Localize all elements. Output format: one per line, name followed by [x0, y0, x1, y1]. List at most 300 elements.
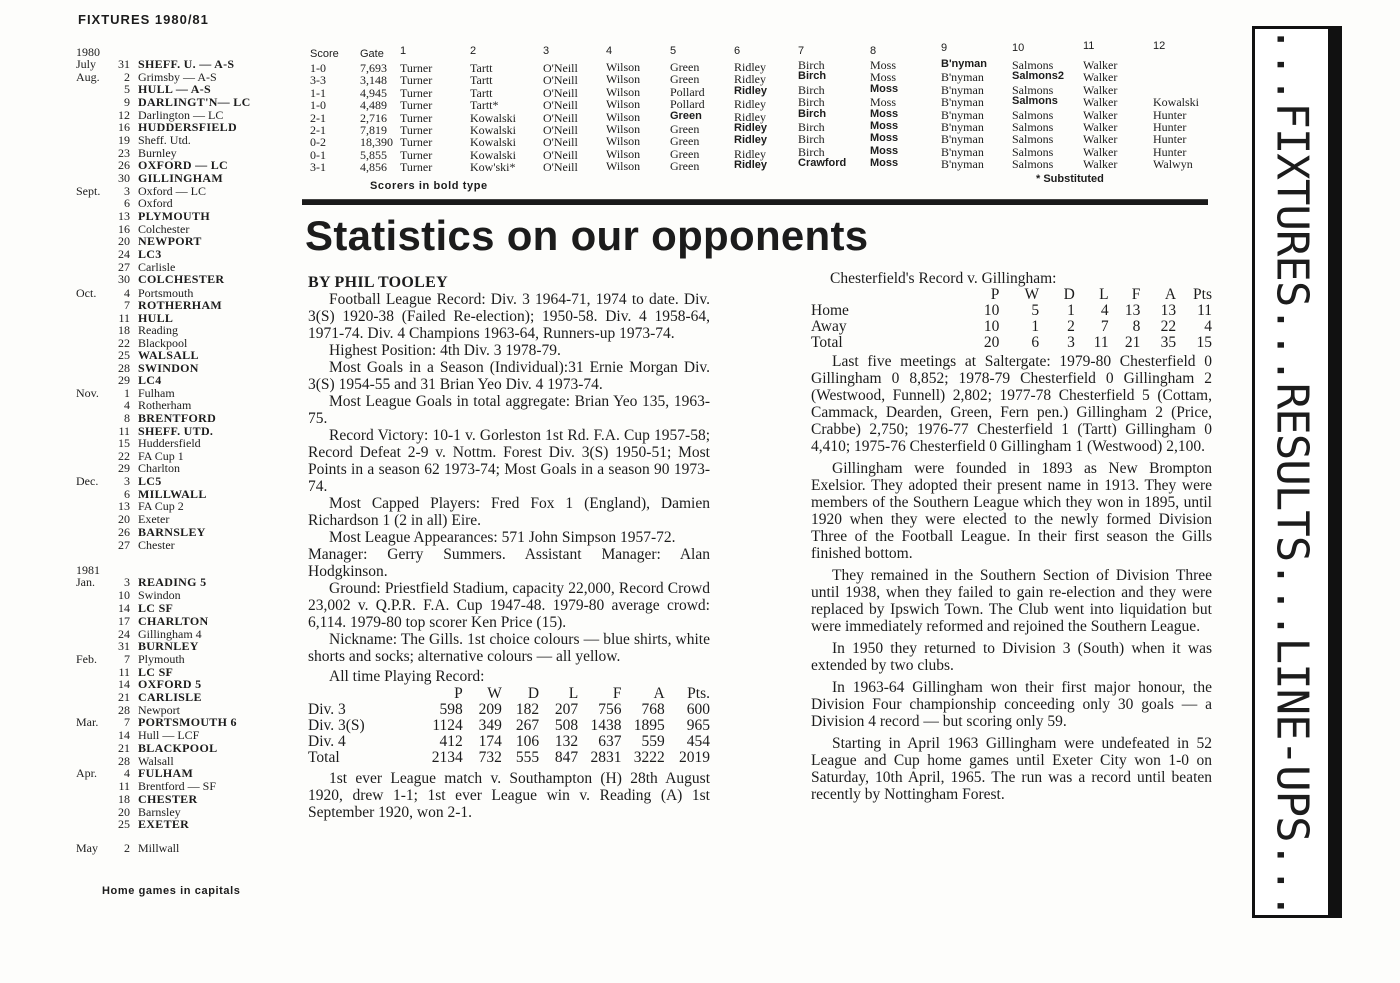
lineup-cell: Wilson	[606, 134, 641, 149]
fixture-day: 6	[124, 487, 130, 501]
article-paragraph: Football League Record: Div. 3 1964-71, 1974 to date. Div. 3(S) 1920-38 (Failed Re-election); 1950-58. Div. 4 1958-64, 1971-74. Div. 4 Champions 1963-64, Runners-up 1973-74.	[308, 291, 710, 342]
lineup-cell: Kowalski	[470, 135, 516, 150]
fixture-month-label: Mar.	[76, 715, 99, 729]
lineup-cell: B'nyman	[941, 132, 984, 147]
article-paragraph: Starting in April 1963 Gillingham were undefeated in 52 League and Cup home games until Exeter City won 1-0 on Saturday, 10th April, 1965. The run was a record until beaten recently by Nottingham Forest.	[811, 735, 1212, 803]
fixture-row	[76, 461, 296, 474]
lineup-cell: 3-1	[310, 160, 326, 175]
article-title: Statistics on our opponents	[305, 212, 869, 259]
substituted-note: * Substituted	[1036, 173, 1104, 185]
article-paragraph: Most League Appearances: 571 John Simpson 1957-72.	[329, 529, 676, 546]
fixture-opponent: Huddersfield	[138, 436, 201, 450]
fixture-opponent: Carlisle	[138, 260, 176, 274]
fixture-month-label: May	[76, 841, 98, 855]
lineup-cell: 0-1	[310, 147, 326, 162]
lineup-cell: O'Neill	[543, 85, 578, 100]
fixture-month-label: Oct.	[76, 286, 97, 300]
lineup-cell: 1-0	[310, 61, 326, 75]
fixture-opponent: Exeter	[138, 512, 170, 526]
lineup-cell: O'Neill	[543, 73, 578, 88]
fixture-opponent: Chester	[138, 538, 175, 552]
lineup-cell: Turner	[400, 98, 433, 113]
fixture-opponent: COLCHESTER	[138, 272, 225, 286]
lineup-cell: Walker	[1083, 120, 1118, 134]
fixture-day: 20	[118, 234, 130, 248]
lineup-header: 6	[734, 45, 741, 57]
article-paragraph: Most Capped Players: Fred Fox 1 (England), Damien Richardson 1 (2 in all) Eire.	[308, 495, 710, 529]
lineup-cell: B'nyman	[941, 82, 984, 97]
fixture-opponent: GILLINGHAM	[138, 171, 224, 185]
lineup-cell: Turner	[400, 110, 433, 125]
table-row	[308, 718, 710, 734]
lineup-cell: Ridley	[734, 146, 766, 161]
lineup-cell: Moss	[870, 95, 897, 110]
fixture-opponent: HULL — A-S	[138, 82, 212, 96]
lineup-header: 1	[400, 45, 407, 57]
fixture-opponent: Charlton	[138, 461, 180, 475]
fixture-day: 30	[118, 171, 130, 185]
fixture-day: 16	[118, 222, 130, 236]
lineup-header: 12	[1153, 40, 1166, 52]
fixture-day: 13	[118, 209, 130, 223]
fixture-row	[76, 575, 296, 588]
table-cell: 598	[439, 701, 463, 718]
fixture-row	[76, 373, 296, 386]
table-cell: 209	[478, 701, 502, 718]
fixture-row	[76, 499, 296, 512]
lineup-cell: Turner	[400, 160, 433, 175]
table-cell: 20	[983, 334, 1000, 351]
lineup-cell: Ridley	[734, 84, 768, 97]
table-cell: 965	[686, 717, 710, 734]
lineup-cell: 18,390	[360, 135, 393, 150]
article-paragraph: Nickname: The Gills. 1st choice colours — blue shirts, white shorts and socks; alternative colours — all yellow.	[308, 631, 710, 665]
fixture-opponent: SHEFF. U. — A-S	[138, 57, 235, 71]
table-cell: 11	[1197, 302, 1212, 319]
lineup-cell: Green	[670, 60, 700, 74]
table-header: W	[487, 685, 502, 702]
fixture-row	[76, 588, 296, 601]
fixture-day: 8	[124, 411, 130, 425]
fixture-day: 1	[124, 386, 130, 400]
table-cell: 637	[598, 733, 622, 750]
fixture-day: 21	[118, 741, 130, 755]
lineup-cell: 4,856	[360, 160, 387, 175]
fixture-opponent: Newport	[138, 703, 180, 717]
article-paragraph: Ground: Priestfield Stadium, capacity 22,000, Record Crowd 23,002 v. Q.P.R. F.A. Cup 1947-48. 1979-80 average crowd: 6,114. 1979-80 top scorer Ken Price (15).	[308, 580, 710, 631]
lineup-cell: Pollard	[670, 97, 705, 112]
lineup-cell: Ridley	[734, 97, 766, 112]
lineup-cell: 7,819	[360, 123, 387, 137]
fixture-row	[76, 728, 296, 741]
table-cell: 1	[1031, 318, 1040, 335]
fixture-row	[76, 715, 296, 728]
lineup-header: 9	[941, 42, 948, 54]
lineup-cell: Turner	[400, 147, 433, 162]
fixture-opponent: LC4	[138, 373, 162, 387]
fixture-day: 28	[118, 754, 130, 768]
lineup-cell: Kowalski	[470, 147, 516, 162]
lineup-cell: 2-1	[310, 123, 326, 137]
fixture-opponent: DARLINGT'N— LC	[138, 95, 251, 109]
fixture-row	[76, 436, 296, 449]
club-info-paragraphs	[308, 546, 710, 665]
fixture-day: 7	[124, 715, 130, 729]
lineup-cell: Moss	[870, 107, 899, 120]
table-header: L	[568, 685, 579, 702]
lineup-cell: Hunter	[1153, 120, 1187, 134]
table-cell: 207	[554, 701, 579, 718]
lineup-cell: O'Neill	[543, 61, 578, 75]
lineup-header: 4	[606, 45, 613, 57]
fixture-day: 6	[124, 196, 130, 210]
table-row	[308, 702, 710, 718]
fixture-opponent: Grimsby — A-S	[138, 70, 217, 84]
table-header: P	[990, 286, 1000, 303]
fixture-row	[76, 779, 296, 792]
table-cell: 756	[598, 701, 622, 718]
lineup-cell: 5,855	[360, 147, 387, 162]
lineup-cell: Green	[670, 122, 700, 136]
lineup-cell: Green	[670, 146, 700, 161]
table-cell: Div. 4	[308, 733, 346, 750]
lineup-cell: Walker	[1083, 132, 1118, 147]
lineup-cell: Ridley	[734, 159, 768, 172]
lineup-cell: Moss	[870, 120, 899, 132]
table-cell: 4	[1100, 302, 1109, 319]
lineup-header: 5	[670, 45, 677, 57]
fixture-day: 13	[118, 499, 130, 513]
table-header: A	[1164, 286, 1177, 303]
fixture-opponent: HULL	[138, 311, 174, 325]
fixture-month-label: 1981	[76, 563, 100, 577]
fixture-row	[76, 82, 296, 95]
all-time-record-table	[308, 686, 710, 766]
lineup-cell: Salmons	[1012, 95, 1058, 108]
lineup-cell: Birch	[798, 95, 825, 110]
fixture-row	[76, 512, 296, 525]
lineup-cell: O'Neill	[543, 110, 578, 125]
table-header: Pts.	[687, 685, 710, 702]
fixture-opponent: CARLISLE	[138, 690, 202, 704]
fixture-row	[76, 57, 296, 70]
fixture-opponent: PLYMOUTH	[138, 209, 210, 223]
lineup-cell: Birch	[798, 70, 827, 83]
fixture-day: 31	[118, 639, 130, 653]
fixture-month-label: 1980	[76, 45, 100, 59]
left-paragraphs	[308, 291, 710, 546]
lineup-cell: 2,716	[360, 110, 387, 125]
table-cell: 11	[1093, 334, 1109, 351]
lineup-cell: Salmons	[1012, 107, 1054, 122]
lineup-cell: Kowalski	[470, 110, 516, 125]
lineup-cell: Crawford	[798, 157, 847, 170]
lineup-header: 10	[1012, 42, 1025, 54]
table-header: W	[1024, 286, 1040, 303]
fixture-day: 11	[118, 424, 130, 438]
fixture-opponent: OXFORD 5	[138, 677, 202, 691]
all-time-title: All time Playing Record:	[329, 668, 485, 685]
fixture-day: 24	[118, 627, 130, 641]
lineup-cell: Birch	[798, 82, 825, 97]
table-cell: 5	[1031, 302, 1040, 319]
lineup-cell: 1-0	[310, 98, 326, 113]
lineup-cell: Turner	[400, 85, 433, 100]
fixture-row	[76, 474, 296, 487]
fixture-opponent: Plymouth	[138, 652, 185, 666]
table-cell: 3222	[633, 749, 665, 766]
fixture-row	[76, 741, 296, 754]
article-left-column	[308, 274, 710, 821]
side-banner	[1252, 26, 1342, 918]
lineup-cell: O'Neill	[543, 123, 578, 137]
lineup-cell: Walker	[1083, 144, 1118, 159]
fixture-month-label: Nov.	[76, 386, 99, 400]
fixture-row	[76, 209, 296, 222]
fixture-opponent: ROTHERHAM	[138, 298, 223, 312]
scorers-note: Scorers in bold type	[370, 180, 488, 192]
byline: BY PHIL TOOLEY	[308, 274, 448, 291]
lineup-cell: Turner	[400, 123, 433, 137]
table-cell: 13	[1160, 302, 1177, 319]
fixture-day: 11	[118, 311, 130, 325]
fixture-day: 30	[118, 272, 130, 286]
lineup-cell: Tartt*	[470, 98, 499, 113]
fixture-row	[76, 298, 296, 311]
fixture-opponent: LC5	[138, 474, 162, 488]
table-cell: 2	[1067, 318, 1075, 335]
article-paragraph: In 1963-64 Gillingham won their first major honour, the Division Four championship conceeding only 30 goals — a Division 4 record — but scoring only 59.	[811, 679, 1212, 730]
table-header	[811, 287, 979, 303]
fixture-opponent: Rotherham	[138, 398, 192, 412]
article-paragraph: Manager: Gerry Summers. Assistant Manager: Alan Hodgkinson.	[308, 546, 710, 580]
lineup-cell: B'nyman	[941, 58, 988, 70]
fixture-row	[76, 398, 296, 411]
fixture-row	[76, 652, 296, 665]
fixture-opponent: SHEFF. UTD.	[138, 424, 214, 438]
lineup-cell: Birch	[798, 144, 825, 159]
lineup-cell: Ridley	[734, 122, 768, 134]
fixture-opponent: LC SF	[138, 665, 174, 679]
fixture-day: 7	[124, 652, 130, 666]
lineup-cell: Salmons	[1012, 120, 1054, 134]
table-header: L	[1099, 286, 1109, 303]
lineup-cell: Green	[670, 109, 702, 122]
fixture-opponent: Colchester	[138, 222, 190, 236]
lineup-header: 7	[798, 45, 805, 57]
lineup-cell: Kow'ski*	[470, 160, 516, 175]
fixture-month-label: Feb.	[76, 652, 97, 666]
fixture-row	[76, 538, 296, 551]
table-cell: 732	[478, 749, 502, 766]
lineup-cell: B'nyman	[941, 144, 984, 159]
fixture-day: 20	[118, 512, 130, 526]
lineup-cell: Birch	[798, 120, 825, 134]
lineup-cell: Ridley	[734, 60, 766, 74]
article-paragraph: Most Goals in a Season (Individual):31 Ernie Morgan Div. 3(S) 1954-55 and 31 Brian Yeo Div. 4 1973-74.	[308, 359, 710, 393]
lineup-cell: B'nyman	[941, 157, 984, 172]
table-cell: 1124	[432, 717, 463, 734]
lineup-cell: Pollard	[670, 84, 705, 99]
lineup-cell: Walker	[1083, 58, 1118, 72]
lineup-header: 3	[543, 45, 550, 57]
table-cell: 559	[641, 733, 665, 750]
fixture-opponent: Portsmouth	[138, 286, 194, 300]
fixture-opponent: OXFORD — LC	[138, 158, 228, 172]
fixture-month-label: Sept.	[76, 184, 101, 198]
lineup-cell: Salmons	[1012, 157, 1054, 172]
lineup-cell: 1-1	[310, 85, 326, 100]
table-header: D	[1063, 286, 1075, 303]
fixture-row	[76, 525, 296, 538]
lineup-cell: B'nyman	[941, 120, 984, 134]
lineup-cell: O'Neill	[543, 98, 578, 113]
fixture-day: 14	[118, 728, 130, 742]
fixture-opponent: CHESTER	[138, 792, 198, 806]
fixture-opponent: PORTSMOUTH 6	[138, 715, 237, 729]
lineup-cell: Ridley	[734, 134, 768, 147]
fixture-day: 29	[118, 461, 130, 475]
lineup-cell: B'nyman	[941, 70, 984, 85]
fixture-day: 24	[118, 247, 130, 261]
table-cell: 847	[554, 749, 579, 766]
lineup-cell: Kowalski	[470, 123, 516, 137]
lineup-cell: Walker	[1083, 95, 1118, 110]
fixture-day: 26	[118, 525, 130, 539]
fixture-day: 25	[118, 817, 130, 831]
side-banner-text: ...FIXTURES...RESULTS...LINE-UPS...	[1266, 25, 1317, 919]
table-cell: 508	[554, 717, 579, 734]
fixture-day: 4	[124, 286, 130, 300]
table-cell: Total	[308, 749, 340, 766]
lineup-cell: Salmons	[1012, 144, 1054, 159]
lineup-cell: 4,489	[360, 98, 387, 113]
fixture-day: 3	[124, 474, 130, 488]
lineup-cell: Walker	[1083, 107, 1118, 122]
lineup-cell: 3-3	[310, 73, 326, 88]
fixture-day: 28	[118, 361, 130, 375]
table-cell: 106	[515, 733, 540, 750]
lineup-cell: Salmons	[1012, 82, 1054, 97]
lineup-header: 11	[1083, 40, 1095, 52]
fixture-opponent: Oxford	[138, 196, 173, 210]
lineup-cell: B'nyman	[941, 107, 984, 122]
table-header: D	[527, 685, 540, 702]
lineup-cell: Turner	[400, 61, 433, 75]
lineup-cell: Tartt	[470, 73, 493, 88]
lineup-cell: Walwyn	[1153, 157, 1193, 172]
table-header: F	[1131, 286, 1141, 303]
fixture-opponent: Millwall	[138, 841, 180, 855]
lineup-header: Gate	[360, 48, 384, 60]
table-cell: Div. 3	[308, 701, 346, 718]
fixture-opponent: Gillingham 4	[138, 627, 202, 641]
fixture-row	[76, 411, 296, 424]
fixture-opponent: FULHAM	[138, 766, 194, 780]
fixture-row	[76, 323, 296, 336]
lineup-cell: Ridley	[734, 109, 766, 124]
lineup-cell: Salmons2	[1012, 70, 1064, 83]
table-cell: 555	[515, 749, 540, 766]
fixture-day: 20	[118, 805, 130, 819]
fixture-opponent: Reading	[138, 323, 178, 337]
fixture-row	[76, 690, 296, 703]
lineup-cell: Wilson	[606, 146, 641, 161]
lineup-cell: Walker	[1083, 82, 1118, 97]
table-header: Pts	[1193, 286, 1212, 303]
home-games-note: Home games in capitals	[102, 885, 241, 897]
fixture-opponent: LC3	[138, 247, 162, 261]
fixture-day: 27	[118, 538, 130, 552]
fixture-opponent: Oxford — LC	[138, 184, 206, 198]
lineup-cell: Walker	[1083, 70, 1118, 85]
fixture-opponent: EXETER	[138, 817, 190, 831]
table-cell: 13	[1124, 302, 1141, 319]
lineup-cell: Salmons	[1012, 58, 1054, 72]
fixture-day: 3	[124, 184, 130, 198]
fixture-row	[76, 841, 296, 854]
table-row	[308, 734, 710, 750]
fixture-day: 27	[118, 260, 130, 274]
fixture-day: 7	[124, 298, 130, 312]
table-cell: 132	[554, 733, 579, 750]
lineup-cell: Birch	[798, 107, 827, 120]
fixture-row	[76, 234, 296, 247]
fixture-day: 22	[118, 449, 130, 463]
article-paragraph: Gillingham were founded in 1893 as New Brompton Exelsior. They adopted their present name in 1913. They were members of the Southern League which they won in 1895, until 1920 when they were elected to the newly formed Division Three of the Football League. In their first season the Gills finished bottom.	[811, 460, 1212, 562]
fixture-day: 17	[118, 614, 130, 628]
fixture-day: 4	[124, 398, 130, 412]
article-paragraph: Most League Goals in total aggregate: Brian Yeo 135, 1963-75.	[308, 393, 710, 427]
fixture-opponent: Brentford — SF	[138, 779, 216, 793]
record-title: Chesterfield's Record v. Gillingham:	[830, 270, 1057, 287]
table-header: P	[454, 685, 463, 702]
lineup-cell: Wilson	[606, 60, 641, 74]
lineup-cell: Wilson	[606, 84, 641, 99]
fixture-month-label: Dec.	[76, 474, 99, 488]
lineup-cell: 7,693	[360, 61, 387, 75]
lineup-cell: Hunter	[1153, 107, 1187, 122]
table-cell: 8	[1132, 318, 1141, 335]
table-cell: 4	[1204, 318, 1212, 335]
fixture-row	[76, 272, 296, 285]
fixture-day: 10	[118, 588, 130, 602]
table-row	[811, 319, 1212, 335]
head-to-head-table	[811, 287, 1212, 351]
fixture-day: 3	[124, 575, 130, 589]
table-cell: 3	[1067, 334, 1075, 351]
fixture-opponent: FA Cup 2	[138, 499, 184, 513]
fixture-day: 9	[124, 95, 130, 109]
table-cell: 6	[1031, 334, 1040, 351]
fixture-opponent: Barnsley	[138, 805, 181, 819]
fixture-month-label: Aug.	[76, 70, 100, 84]
fixture-day: 18	[118, 792, 130, 806]
lineup-cell: Birch	[798, 132, 825, 147]
lineup-cell: O'Neill	[543, 160, 578, 175]
lineup-cell: Moss	[870, 132, 899, 145]
table-cell: 2831	[590, 749, 622, 766]
article-paragraph: Last five meetings at Saltergate: 1979-80 Chesterfield 0 Gillingham 0 8,852; 1978-79 Chesterfield 0 Gillingham 2 (Westwood, Funnell) 2,802; 1977-78 Chesterfield 5 (Cottam, Cammack, Dearden, Green, Fern pen.) Gillingham 2 (Price, Crabbe) 2,750; 1976-77 Chesterfield 1 (Tartt) Gillingham 0 4,410; 1975-76 Chesterfield 0 Gillingham 1 (Westwood) 2,100.	[811, 353, 1212, 455]
fixture-row	[76, 133, 296, 146]
lineup-cell: Green	[670, 72, 700, 87]
fixture-opponent: Walsall	[138, 754, 174, 768]
fixture-opponent: CHARLTON	[138, 614, 209, 628]
table-cell: Away	[811, 318, 847, 335]
article-paragraph: Highest Position: 4th Div. 3 1978-79.	[329, 342, 561, 359]
lineup-cell: Walker	[1083, 157, 1118, 172]
table-cell: 412	[439, 733, 463, 750]
